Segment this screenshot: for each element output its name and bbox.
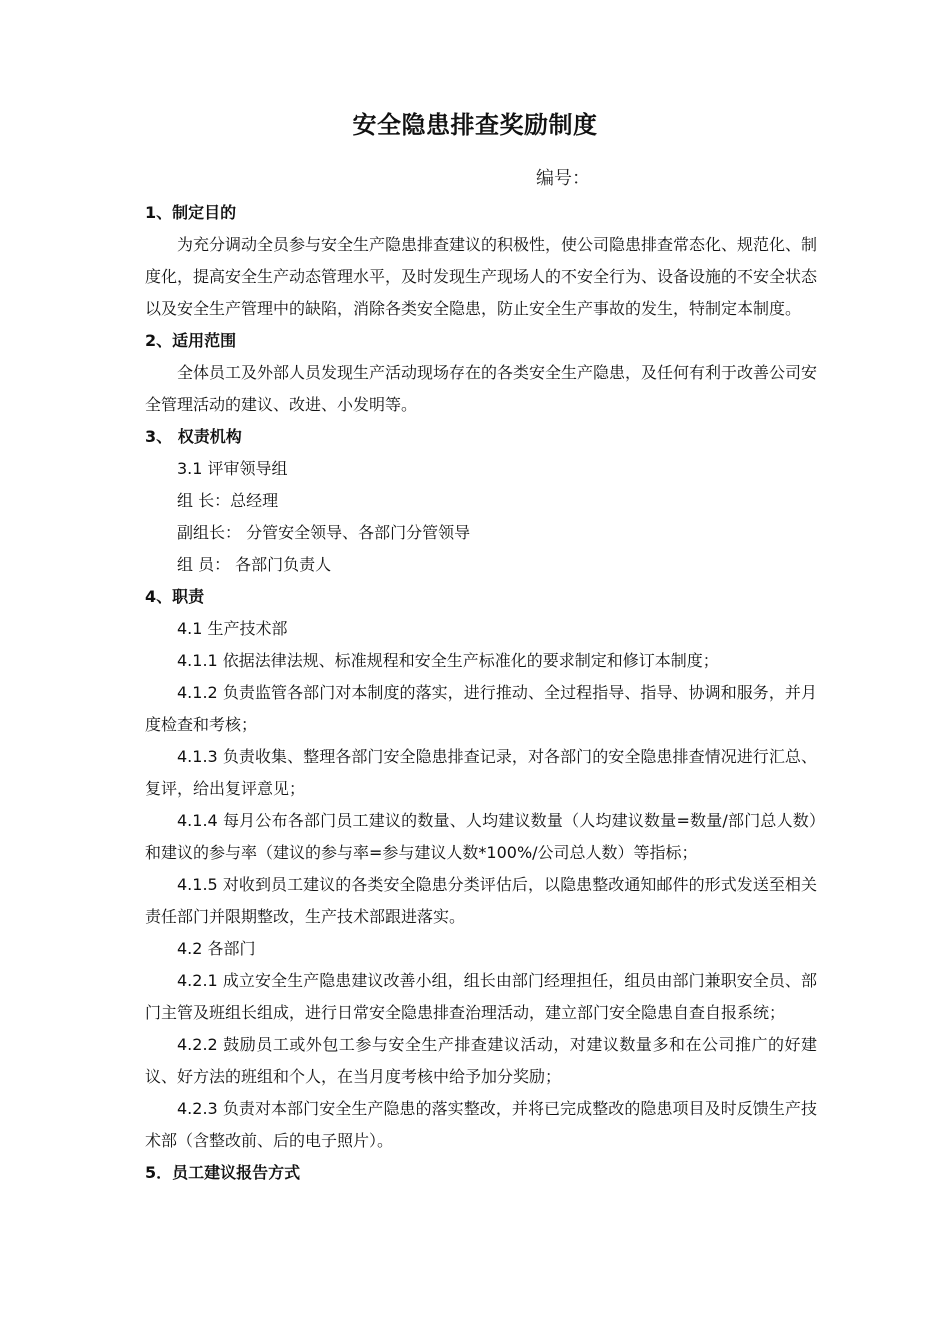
section-3-1: 3.1 评审领导组 <box>177 459 288 478</box>
section-2-paragraph: 全体员工及外部人员发现生产活动现场存在的各类安全生产隐患，及任何有利于改善公司安全管理活动的建议、改进、小发明等。 <box>145 363 818 414</box>
section-4-2-2: 4.2.2 鼓励员工或外包工参与安全生产排查建议活动，对建议数量多和在公司推广的好建议、好方法的班组和个人，在当月度考核中给予加分奖励； <box>145 1035 817 1086</box>
section-4-1-2: 4.1.2 负责监管各部门对本制度的落实，进行推动、全过程指导、指导、协调和服务，并月度检查和考核； <box>145 683 817 734</box>
section-4-1: 4.1 生产技术部 <box>177 619 288 638</box>
section-3-member: 组 员： 各部门负责人 <box>177 555 332 574</box>
section-4-heading: 4、职责 <box>145 587 205 606</box>
section-4-2: 4.2 各部门 <box>177 939 256 958</box>
document-body <box>145 197 817 1189</box>
section-4-2-1: 4.2.1 成立安全生产隐患建议改善小组，组长由部门经理担任，组员由部门兼职安全员、部门主管及班组长组成，进行日常安全隐患排查治理活动，建立部门安全隐患自查自报系统； <box>145 971 817 1022</box>
section-2-heading: 2、适用范围 <box>145 331 237 350</box>
section-3-leader: 组 长：总经理 <box>177 491 279 510</box>
document-number-label: 编号： <box>536 168 590 189</box>
section-3-heading: 3、 权责机构 <box>145 427 242 446</box>
section-1-heading: 1、制定目的 <box>145 203 237 222</box>
section-4-1-4: 4.1.4 每月公布各部门员工建议的数量、人均建议数量（人均建议数量=数量/部门总人数）和建议的参与率（建议的参与率=参与建议人数*100%/公司总人数）等指标； <box>145 811 817 862</box>
section-4-1-1: 4.1.1 依据法律法规、标准规程和安全生产标准化的要求制定和修订本制度； <box>177 651 719 670</box>
section-4-1-3: 4.1.3 负责收集、整理各部门安全隐患排查记录，对各部门的安全隐患排查情况进行汇总、复评，给出复评意见； <box>145 747 817 798</box>
section-4-1-5: 4.1.5 对收到员工建议的各类安全隐患分类评估后，以隐患整改通知邮件的形式发送至相关责任部门并限期整改，生产技术部跟进落实。 <box>145 875 817 926</box>
section-3-deputy: 副组长： 分管安全领导、各部门分管领导 <box>177 523 471 542</box>
section-5-heading: 5．员工建议报告方式 <box>145 1163 301 1182</box>
document-title: 安全隐患排查奖励制度 <box>352 111 598 139</box>
section-1-paragraph: 为充分调动全员参与安全生产隐患排查建议的积极性，使公司隐患排查常态化、规范化、制度化，提高安全生产动态管理水平，及时发现生产现场人的不安全行为、设备设施的不安全状态以及安全生产管理中的缺陷，消除各类安全隐患，防止安全生产事故的发生，特制定本制度。 <box>145 235 818 318</box>
section-4-2-3: 4.2.3 负责对本部门安全生产隐患的落实整改，并将已完成整改的隐患项目及时反馈生产技术部（含整改前、后的电子照片）。 <box>145 1099 817 1150</box>
